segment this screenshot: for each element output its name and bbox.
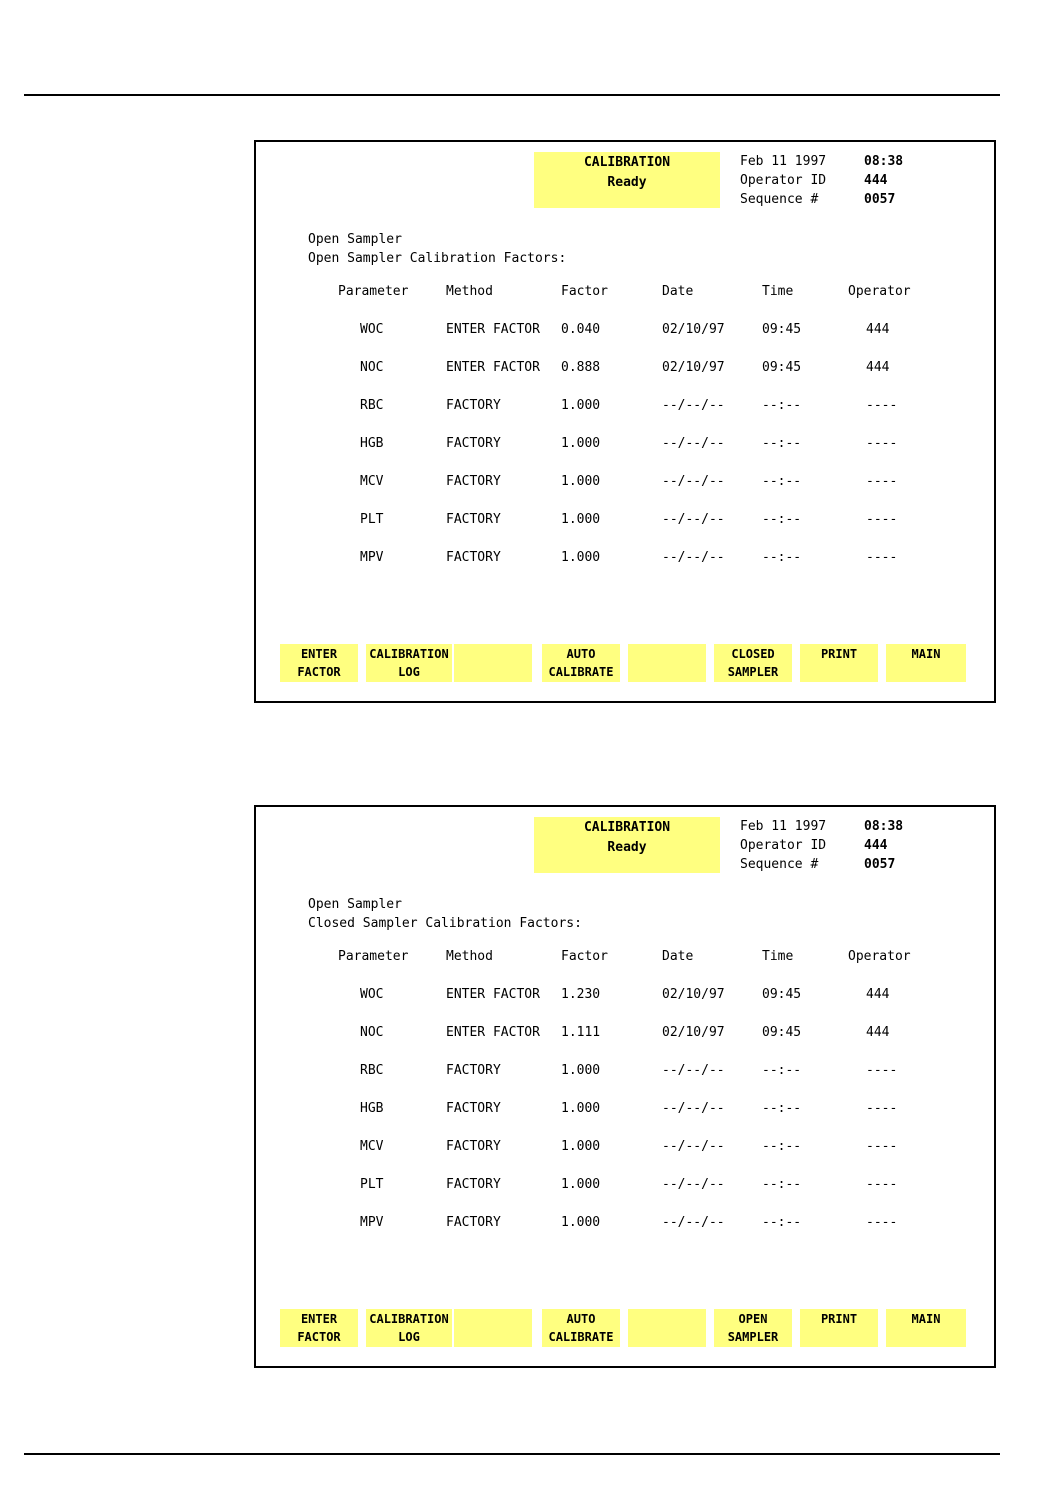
screen-status: Ready [607, 175, 647, 190]
table-cell-oper: ---- [866, 1215, 898, 1230]
fkey-main-button[interactable] [886, 644, 966, 682]
table-cell-oper: ---- [866, 436, 898, 451]
table-header-row [256, 284, 998, 304]
table-cell-param: HGB [360, 436, 384, 451]
table-cell-fact: 1.111 [561, 1025, 601, 1040]
table-cell-time: 09:45 [762, 360, 802, 375]
fkey-label-line1: CLOSED [731, 647, 775, 661]
table-row[interactable] [256, 1139, 998, 1159]
table-row[interactable] [256, 474, 998, 494]
table-row[interactable] [256, 1101, 998, 1121]
table-cell-meth: FACTORY [446, 474, 501, 489]
table-cell-time: --:-- [762, 1101, 802, 1116]
fkey-calibration-log-button[interactable] [366, 1309, 452, 1347]
fkey-label-line1: AUTO [566, 647, 596, 661]
fkey-blank-2-button[interactable] [628, 644, 706, 682]
column-header-time: Time [762, 949, 794, 964]
table-cell-time: --:-- [762, 1177, 802, 1192]
fkey-blank-1-button[interactable] [454, 1309, 532, 1347]
table-cell-time: --:-- [762, 512, 802, 527]
table-row[interactable] [256, 436, 998, 456]
table-row[interactable] [256, 398, 998, 418]
fkey-label-line1: CALIBRATION [369, 1312, 449, 1326]
table-row[interactable] [256, 1025, 998, 1045]
table-cell-param: NOC [360, 1025, 384, 1040]
table-header-row [256, 949, 998, 969]
table-cell-oper: ---- [866, 1139, 898, 1154]
table-cell-date: --/--/-- [662, 1101, 725, 1116]
clock-time: 08:38 [864, 819, 904, 834]
screen-title-box [534, 817, 720, 873]
table-cell-param: MPV [360, 1215, 384, 1230]
table-cell-oper: ---- [866, 1177, 898, 1192]
table-cell-fact: 1.000 [561, 1101, 601, 1116]
table-cell-time: --:-- [762, 550, 802, 565]
table-cell-meth: FACTORY [446, 436, 501, 451]
calibration-screen [254, 140, 996, 703]
table-cell-param: NOC [360, 360, 384, 375]
table-cell-oper: 444 [866, 322, 890, 337]
date-label: Feb 11 1997 [740, 819, 827, 834]
table-cell-date: 02/10/97 [662, 322, 725, 337]
fkey-label-line1: CALIBRATION [369, 647, 449, 661]
sequence-label: Sequence # [740, 192, 819, 207]
fkey-label-line2: CALIBRATE [548, 1330, 614, 1344]
column-header-oper: Operator [848, 949, 911, 964]
table-cell-time: 09:45 [762, 1025, 802, 1040]
table-cell-date: --/--/-- [662, 474, 725, 489]
table-cell-param: WOC [360, 987, 384, 1002]
fkey-sampler-toggle-button[interactable] [714, 644, 792, 682]
table-cell-time: --:-- [762, 436, 802, 451]
sequence-label: Sequence # [740, 857, 819, 872]
info-labels [740, 152, 826, 209]
column-header-fact: Factor [561, 284, 608, 299]
fkey-label-line2: LOG [398, 665, 420, 679]
column-header-meth: Method [446, 284, 493, 299]
table-cell-param: PLT [360, 1177, 384, 1192]
status-lines [308, 895, 582, 933]
fkey-calibration-log-button[interactable] [366, 644, 452, 682]
table-cell-date: --/--/-- [662, 1215, 725, 1230]
fkey-main-button[interactable] [886, 1309, 966, 1347]
table-cell-param: PLT [360, 512, 384, 527]
table-row[interactable] [256, 550, 998, 570]
table-cell-meth: FACTORY [446, 1101, 501, 1116]
table-cell-date: --/--/-- [662, 550, 725, 565]
table-cell-fact: 0.040 [561, 322, 601, 337]
table-row[interactable] [256, 1177, 998, 1197]
fkey-label-line2: SAMPLER [727, 665, 779, 679]
table-cell-meth: FACTORY [446, 1063, 501, 1078]
sequence-number: 0057 [864, 192, 896, 207]
table-cell-meth: FACTORY [446, 512, 501, 527]
table-cell-fact: 1.000 [561, 512, 601, 527]
table-cell-param: RBC [360, 398, 384, 413]
table-row[interactable] [256, 987, 998, 1007]
fkey-label-line2: FACTOR [297, 665, 341, 679]
table-cell-fact: 1.230 [561, 987, 601, 1002]
table-cell-oper: ---- [866, 474, 898, 489]
fkey-print-button[interactable] [800, 1309, 878, 1347]
table-row[interactable] [256, 360, 998, 380]
factors-heading: Open Sampler Calibration Factors: [308, 251, 567, 266]
fkey-label-line2: LOG [398, 1330, 420, 1344]
screen-title: CALIBRATION [583, 820, 671, 835]
fkey-auto-calibrate-button[interactable] [542, 644, 620, 682]
column-header-oper: Operator [848, 284, 911, 299]
table-cell-param: MPV [360, 550, 384, 565]
fkey-label-line1: ENTER [300, 1312, 338, 1326]
screen-status: Ready [607, 840, 647, 855]
table-cell-fact: 1.000 [561, 474, 601, 489]
fkey-blank-2-button[interactable] [628, 1309, 706, 1347]
fkey-label-line1: OPEN [738, 1312, 768, 1326]
table-cell-date: --/--/-- [662, 1139, 725, 1154]
factors-heading: Closed Sampler Calibration Factors: [308, 916, 582, 931]
table-cell-oper: ---- [866, 512, 898, 527]
top-rule [24, 94, 1000, 96]
fkey-label-line1: MAIN [911, 647, 941, 661]
fkey-enter-factor-button[interactable] [280, 644, 358, 682]
fkey-blank-1-button[interactable] [454, 644, 532, 682]
table-cell-param: HGB [360, 1101, 384, 1116]
calibration-screen [254, 805, 996, 1368]
operator-id-field[interactable]: 444 [864, 838, 888, 853]
table-row[interactable] [256, 1063, 998, 1083]
table-cell-fact: 0.888 [561, 360, 601, 375]
table-cell-fact: 1.000 [561, 550, 601, 565]
fkey-print-button[interactable] [800, 644, 878, 682]
table-cell-oper: ---- [866, 1063, 898, 1078]
table-cell-param: MCV [360, 1139, 384, 1154]
table-cell-meth: FACTORY [446, 398, 501, 413]
table-cell-meth: FACTORY [446, 550, 501, 565]
table-cell-time: --:-- [762, 1139, 802, 1154]
fkey-sampler-toggle-button[interactable] [714, 1309, 792, 1347]
fkey-label-line1: AUTO [566, 1312, 596, 1326]
table-cell-time: --:-- [762, 1063, 802, 1078]
table-cell-oper: 444 [866, 360, 890, 375]
sequence-number: 0057 [864, 857, 896, 872]
table-cell-date: 02/10/97 [662, 360, 725, 375]
table-cell-param: WOC [360, 322, 384, 337]
column-header-param: Parameter [338, 949, 409, 964]
table-cell-time: 09:45 [762, 322, 802, 337]
table-cell-meth: FACTORY [446, 1215, 501, 1230]
table-cell-meth: ENTER FACTOR [446, 322, 540, 337]
table-cell-date: --/--/-- [662, 398, 725, 413]
screen-title-box [534, 152, 720, 208]
column-header-date: Date [662, 949, 694, 964]
table-cell-param: RBC [360, 1063, 384, 1078]
clock-time: 08:38 [864, 154, 904, 169]
column-header-fact: Factor [561, 949, 608, 964]
table-cell-date: --/--/-- [662, 1063, 725, 1078]
column-header-date: Date [662, 284, 694, 299]
table-cell-time: --:-- [762, 474, 802, 489]
table-cell-date: --/--/-- [662, 436, 725, 451]
table-row[interactable] [256, 322, 998, 342]
table-cell-meth: ENTER FACTOR [446, 1025, 540, 1040]
sampler-mode-line: Open Sampler [308, 232, 402, 247]
table-cell-meth: ENTER FACTOR [446, 987, 540, 1002]
table-cell-oper: ---- [866, 398, 898, 413]
column-header-param: Parameter [338, 284, 409, 299]
table-cell-fact: 1.000 [561, 1215, 601, 1230]
operator-id-field[interactable]: 444 [864, 173, 888, 188]
screen-title: CALIBRATION [583, 155, 671, 170]
table-cell-fact: 1.000 [561, 1177, 601, 1192]
table-cell-meth: FACTORY [446, 1177, 501, 1192]
operator-id-label: Operator ID [740, 173, 827, 188]
info-values [864, 152, 903, 209]
fkey-label-line1: PRINT [820, 1312, 858, 1326]
table-cell-param: MCV [360, 474, 384, 489]
bottom-rule [24, 1453, 1000, 1455]
info-values [864, 817, 903, 874]
fkey-label-line1: ENTER [300, 647, 338, 661]
operator-id-label: Operator ID [740, 838, 827, 853]
table-cell-time: 09:45 [762, 987, 802, 1002]
table-cell-oper: ---- [866, 1101, 898, 1116]
table-cell-date: --/--/-- [662, 512, 725, 527]
table-cell-date: --/--/-- [662, 1177, 725, 1192]
table-cell-oper: 444 [866, 1025, 890, 1040]
table-cell-fact: 1.000 [561, 1063, 601, 1078]
table-cell-oper: ---- [866, 550, 898, 565]
table-cell-date: 02/10/97 [662, 987, 725, 1002]
status-lines [308, 230, 566, 268]
fkey-label-line2: FACTOR [297, 1330, 341, 1344]
fkey-label-line2: SAMPLER [727, 1330, 779, 1344]
column-header-meth: Method [446, 949, 493, 964]
table-cell-fact: 1.000 [561, 398, 601, 413]
table-row[interactable] [256, 1215, 998, 1235]
date-label: Feb 11 1997 [740, 154, 827, 169]
table-cell-meth: ENTER FACTOR [446, 360, 540, 375]
table-cell-time: --:-- [762, 398, 802, 413]
fkey-label-line2: CALIBRATE [548, 665, 614, 679]
info-labels [740, 817, 826, 874]
table-cell-fact: 1.000 [561, 1139, 601, 1154]
table-cell-oper: 444 [866, 987, 890, 1002]
table-cell-fact: 1.000 [561, 436, 601, 451]
fkey-label-line1: MAIN [911, 1312, 941, 1326]
column-header-time: Time [762, 284, 794, 299]
fkey-enter-factor-button[interactable] [280, 1309, 358, 1347]
table-cell-meth: FACTORY [446, 1139, 501, 1154]
sampler-mode-line: Open Sampler [308, 897, 402, 912]
table-cell-date: 02/10/97 [662, 1025, 725, 1040]
table-cell-time: --:-- [762, 1215, 802, 1230]
fkey-auto-calibrate-button[interactable] [542, 1309, 620, 1347]
fkey-label-line1: PRINT [820, 647, 858, 661]
table-row[interactable] [256, 512, 998, 532]
